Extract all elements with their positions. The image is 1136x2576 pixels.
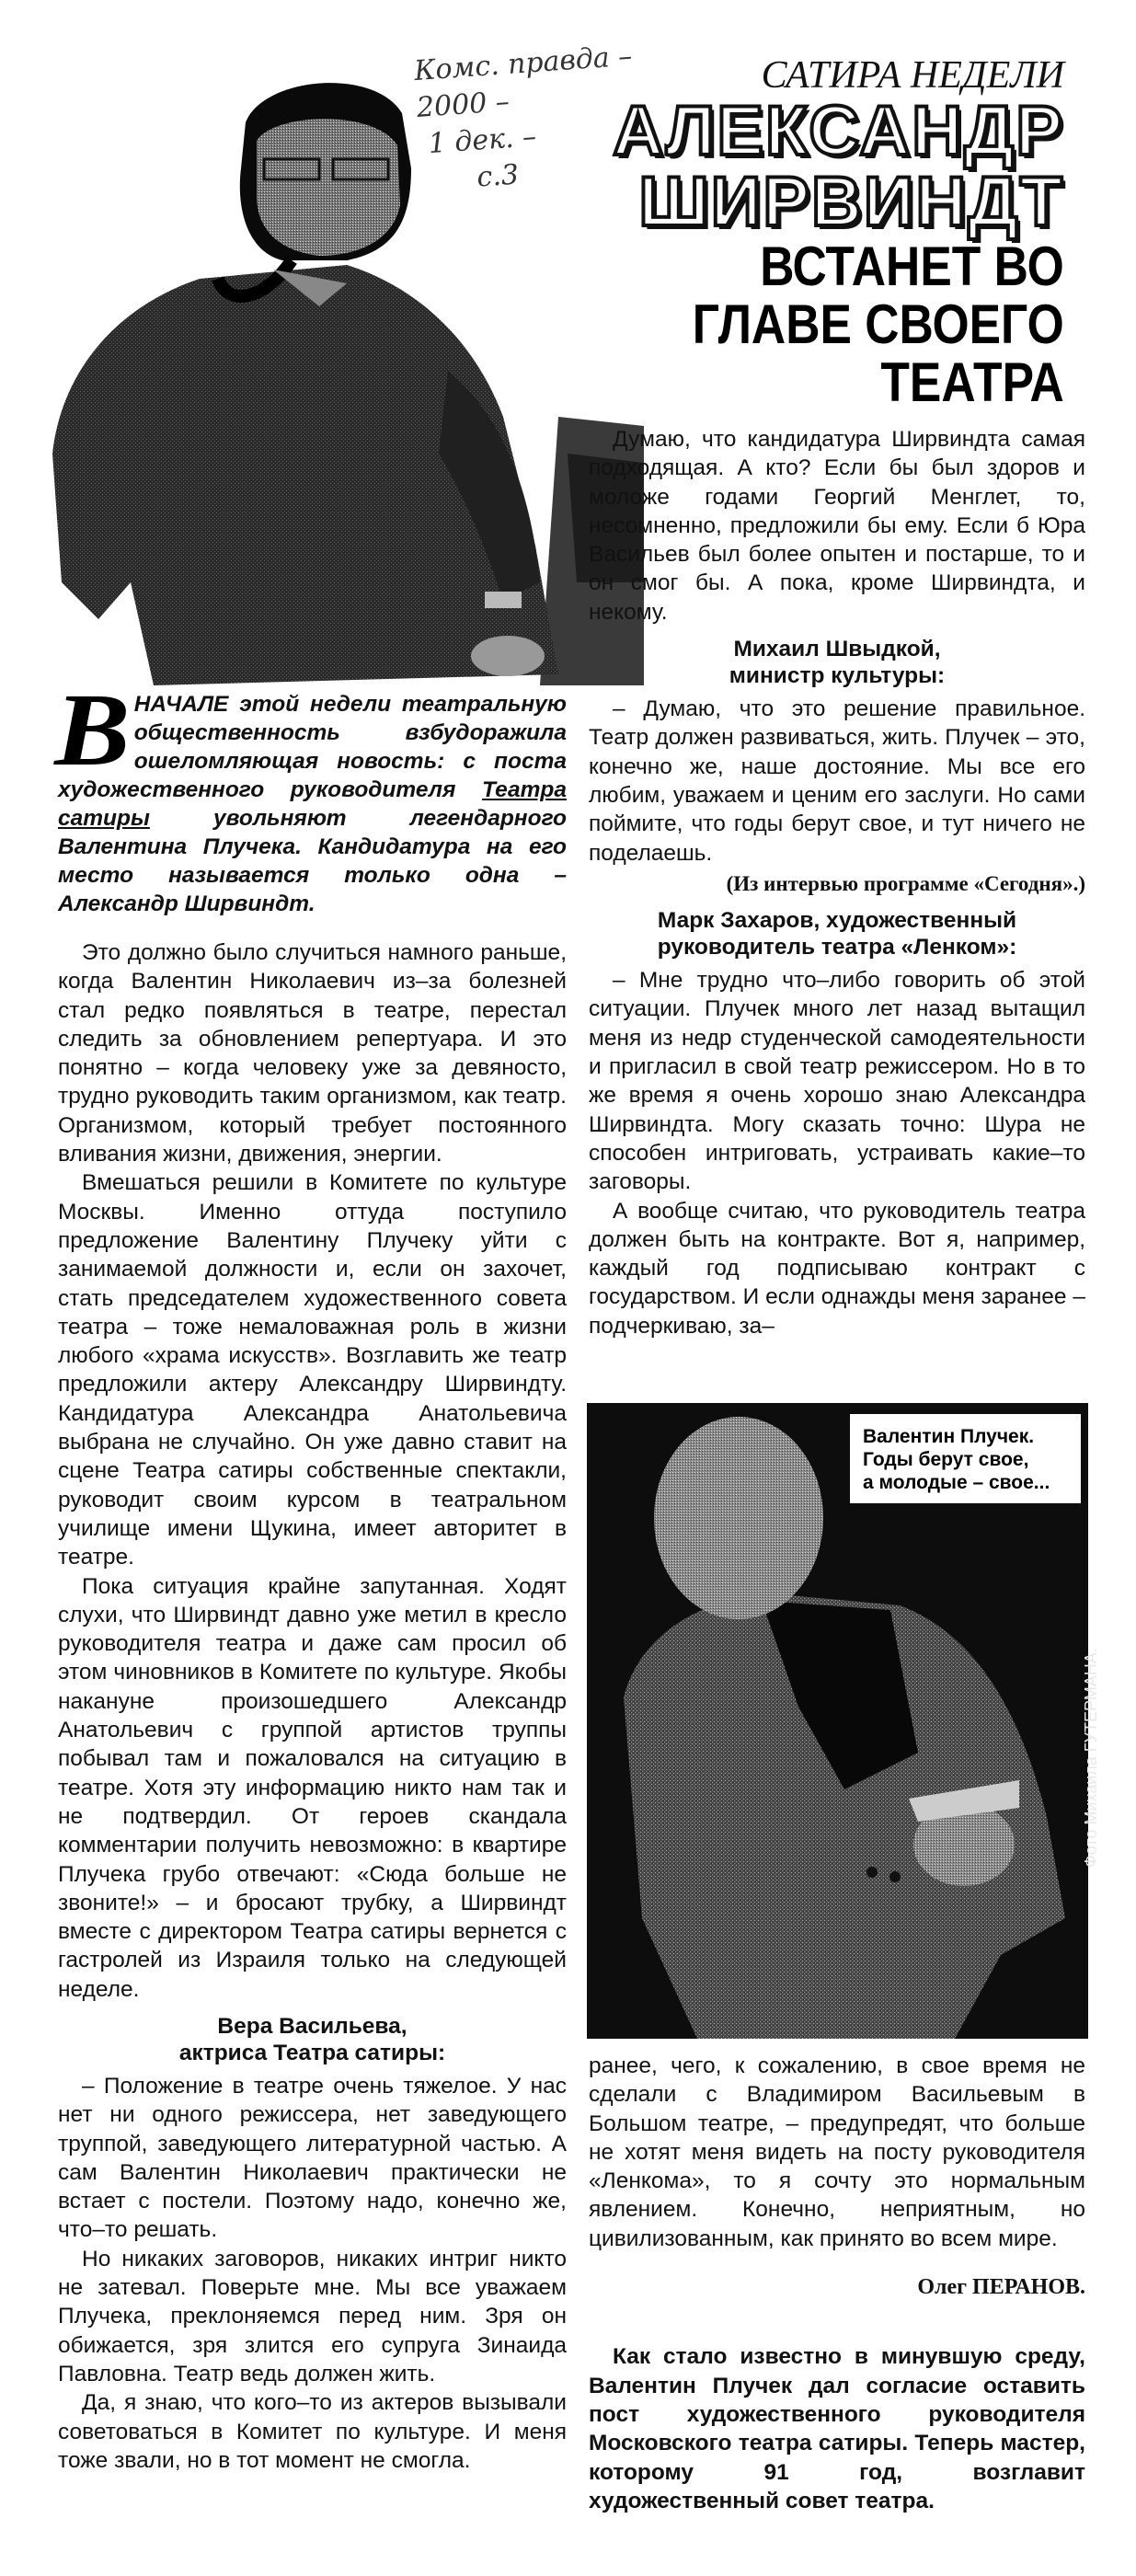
drop-cap: В [54, 673, 131, 788]
handwritten-annotation [413, 40, 634, 218]
right-column-bottom [589, 2052, 1085, 2515]
zakharov-quote: А вообще считаю, что руководитель театра должен быть на контракте. Вот я, например, каждый год подписываю контракт с государством. И если однажды меня заранее – подчеркиваю, за– [589, 1198, 1085, 1339]
handwritten-line: Комс. правда – [413, 40, 634, 88]
handwritten-line: с.3 [476, 158, 521, 194]
speaker-name: Марк Захаров, художественный [657, 908, 1017, 934]
lede-paragraph [54, 673, 567, 918]
quote-source: (Из интервью программе «Сегодня».) [726, 871, 1085, 895]
headline-solid-line: ВСТАНЕТ ВО [760, 236, 1064, 297]
speaker-vasilyeva [58, 2013, 567, 2066]
rubric-label: САТИРА НЕДЕЛИ [761, 54, 1064, 97]
handwritten-line: 1 дек. – [427, 121, 538, 161]
headline-solid-line: ТЕАТРА [880, 351, 1064, 413]
headline-outline-line2: ШИРВИНДТ [638, 163, 1064, 241]
zakharov-quote-continuation: ранее, чего, к сожалению, в свое время не сделали с Владимиром Васильевым в Большом театре, – предупредят, что больше не хотят меня видеть на посту руководителя «Ленкома», то я сочту это нормальным явлением. Конечно, неприятным, но цивилизованным, как принято во всем мире. [589, 2053, 1085, 2251]
headline-solid-line: ГЛАВЕ СВОЕГО [693, 293, 1064, 355]
lede-text: увольняют легендарного Валентина Плучека. Кандидатура на его место называется только одна – Александр Ширвиндт. [58, 806, 567, 916]
lede-underlined-text: Театра сатиры [58, 777, 567, 831]
speaker-name: Михаил Швыдкой, [733, 637, 941, 662]
handwritten-line: 2000 – [415, 86, 511, 124]
caption-line: Валентин Плучек. [863, 1426, 1035, 1447]
speaker-zakharov [589, 907, 1085, 960]
caption-line: Годы берут свое, [863, 1449, 1029, 1470]
zakharov-quote: – Мне трудно что–либо говорить об этой ситуации. Плучек много лет назад вытащил меня из недр студенческой самодеятельности и пригласил в свой театр режиссером. Но в то же время я очень хорошо знаю Александра Ширвиндта. Могу сказать точно: Шура не способен интриговать, устраивать какие–то заговоры. [589, 968, 1085, 1195]
lede-text: НАЧАЛЕ этой недели театральную общественность взбудоражила ошеломляющая новость: с поста художественного руководителя [58, 692, 567, 802]
photo-credit: Фото Михаила ГУТЕРМАНА. [1082, 1648, 1100, 1868]
body-paragraph: Вмешаться решили в Комитете по культуре Москвы. Именно оттуда поступило предложение Валентину Плучеку уйти с занимаемой должности и, если он захочет, стать председателем художественного совета театра – тоже немаловажная роль в жизни любого «храма искусств». Возглавить же театр предложили актеру Александру Ширвиндту. Кандидатура Александра Анатольевича выбрана не случайно. Он уже давно ставит на сцене Театра сатиры собственные спектакли, руководит своим курсом в театральном училище имени Щукина, имеет авторитет в театре. [58, 1170, 567, 1570]
caption-line: а молодые – свое... [863, 1472, 1050, 1493]
vasilyeva-quote: Да, я знаю, что кого–то из актеров вызывали советоваться в Комитет по культуре. И меня тоже звали, но в тот момент не смогла. [58, 2390, 567, 2473]
headline-solid [693, 237, 1064, 411]
photo-caption [850, 1414, 1081, 1503]
body-paragraph: Пока ситуация крайне запутанная. Ходят слухи, что Ширвиндт давно уже метил в кресло руководителя театра и даже сам просил об этом чиновников в Комитете по культуре. Якобы накануне произошедшего Александр Анатольевич с группой артистов труппы побывал там и пожаловался на ситуацию в театре. Хотя эту информацию никто нам так и не подтвердил. От героев скандала комментарии получить невозможно: в квартире Плучека грубо отвечают: «Сюда больше не звоните!» – и бросают трубку, а Ширвиндт вместе с директором Театра сатиры вернется с гастролей из Израиля только на следующей неделе. [58, 1573, 567, 2002]
headline-outline-line1: АЛЕКСАНДР [613, 92, 1064, 170]
author-byline: Олег ПЕРАНОВ. [917, 2275, 1085, 2300]
speaker-name: Вера Васильева, [217, 2013, 407, 2039]
shvydkoy-quote: – Думаю, что это решение правильное. Театр должен развиваться, жить. Плучек – это, конечно же, наше достояние. Мы все его любим, уважаем и ценим его заслуги. Но сами поймите, что годы берут свое, и тут ничего не поделаешь. [589, 696, 1085, 866]
left-column [54, 673, 567, 2475]
speaker-role: руководитель театра «Ленком»: [657, 935, 1017, 960]
postscript-paragraph: Как стало известно в минувшую среду, Валентин Плучек дал согласие оставить пост художественного руководителя Московского театра сатиры. Теперь мастер, которому 91 год, возглавит художественный совет театра. [589, 2344, 1085, 2513]
speaker-shvydkoy [589, 636, 1085, 689]
speaker-role: министр культуры: [729, 663, 946, 689]
right-column-top [589, 425, 1085, 1340]
vasilyeva-quote: – Положение в театре очень тяжелое. У нас нет ни одного режиссера, нет заведующего труппой, заведующего литературной частью. А сам Валентин Николаевич практически не встает с постели. Поэтому надо, конечно же, что–то решать. [58, 2073, 567, 2243]
speaker-role: актриса Театра сатиры: [178, 2040, 446, 2065]
body-paragraph: Это должно было случиться намного раньше, когда Валентин Николаевич из–за болезней стал редко появляться в театре, перестал следить за обновлением репертуара. И это понятно – когда человеку уже за девяносто, трудно руководить таким организмом, как театр. Организмом, который требует постоянного вливания жизни, движения, энергии. [58, 940, 567, 1167]
vasilyeva-quote: Но никаких заговоров, никаких интриг никто не затевал. Поверьте мне. Мы все уважаем Плучека, преклоняемся перед ним. Зря он обижается, зря злится его супруга Зинаида Павловна. Театр ведь должен жить. [58, 2246, 567, 2386]
vasilyeva-quote-continuation: Думаю, что кандидатура Ширвиндта самая подходящая. А кто? Если бы был здоров и моложе годами Георгий Менглет, то, несомненно, предложили бы ему. Если б Юра Васильев был более опытен и постарше, то и он смог бы. А пока, кроме Ширвиндта, и некому. [589, 427, 1085, 625]
